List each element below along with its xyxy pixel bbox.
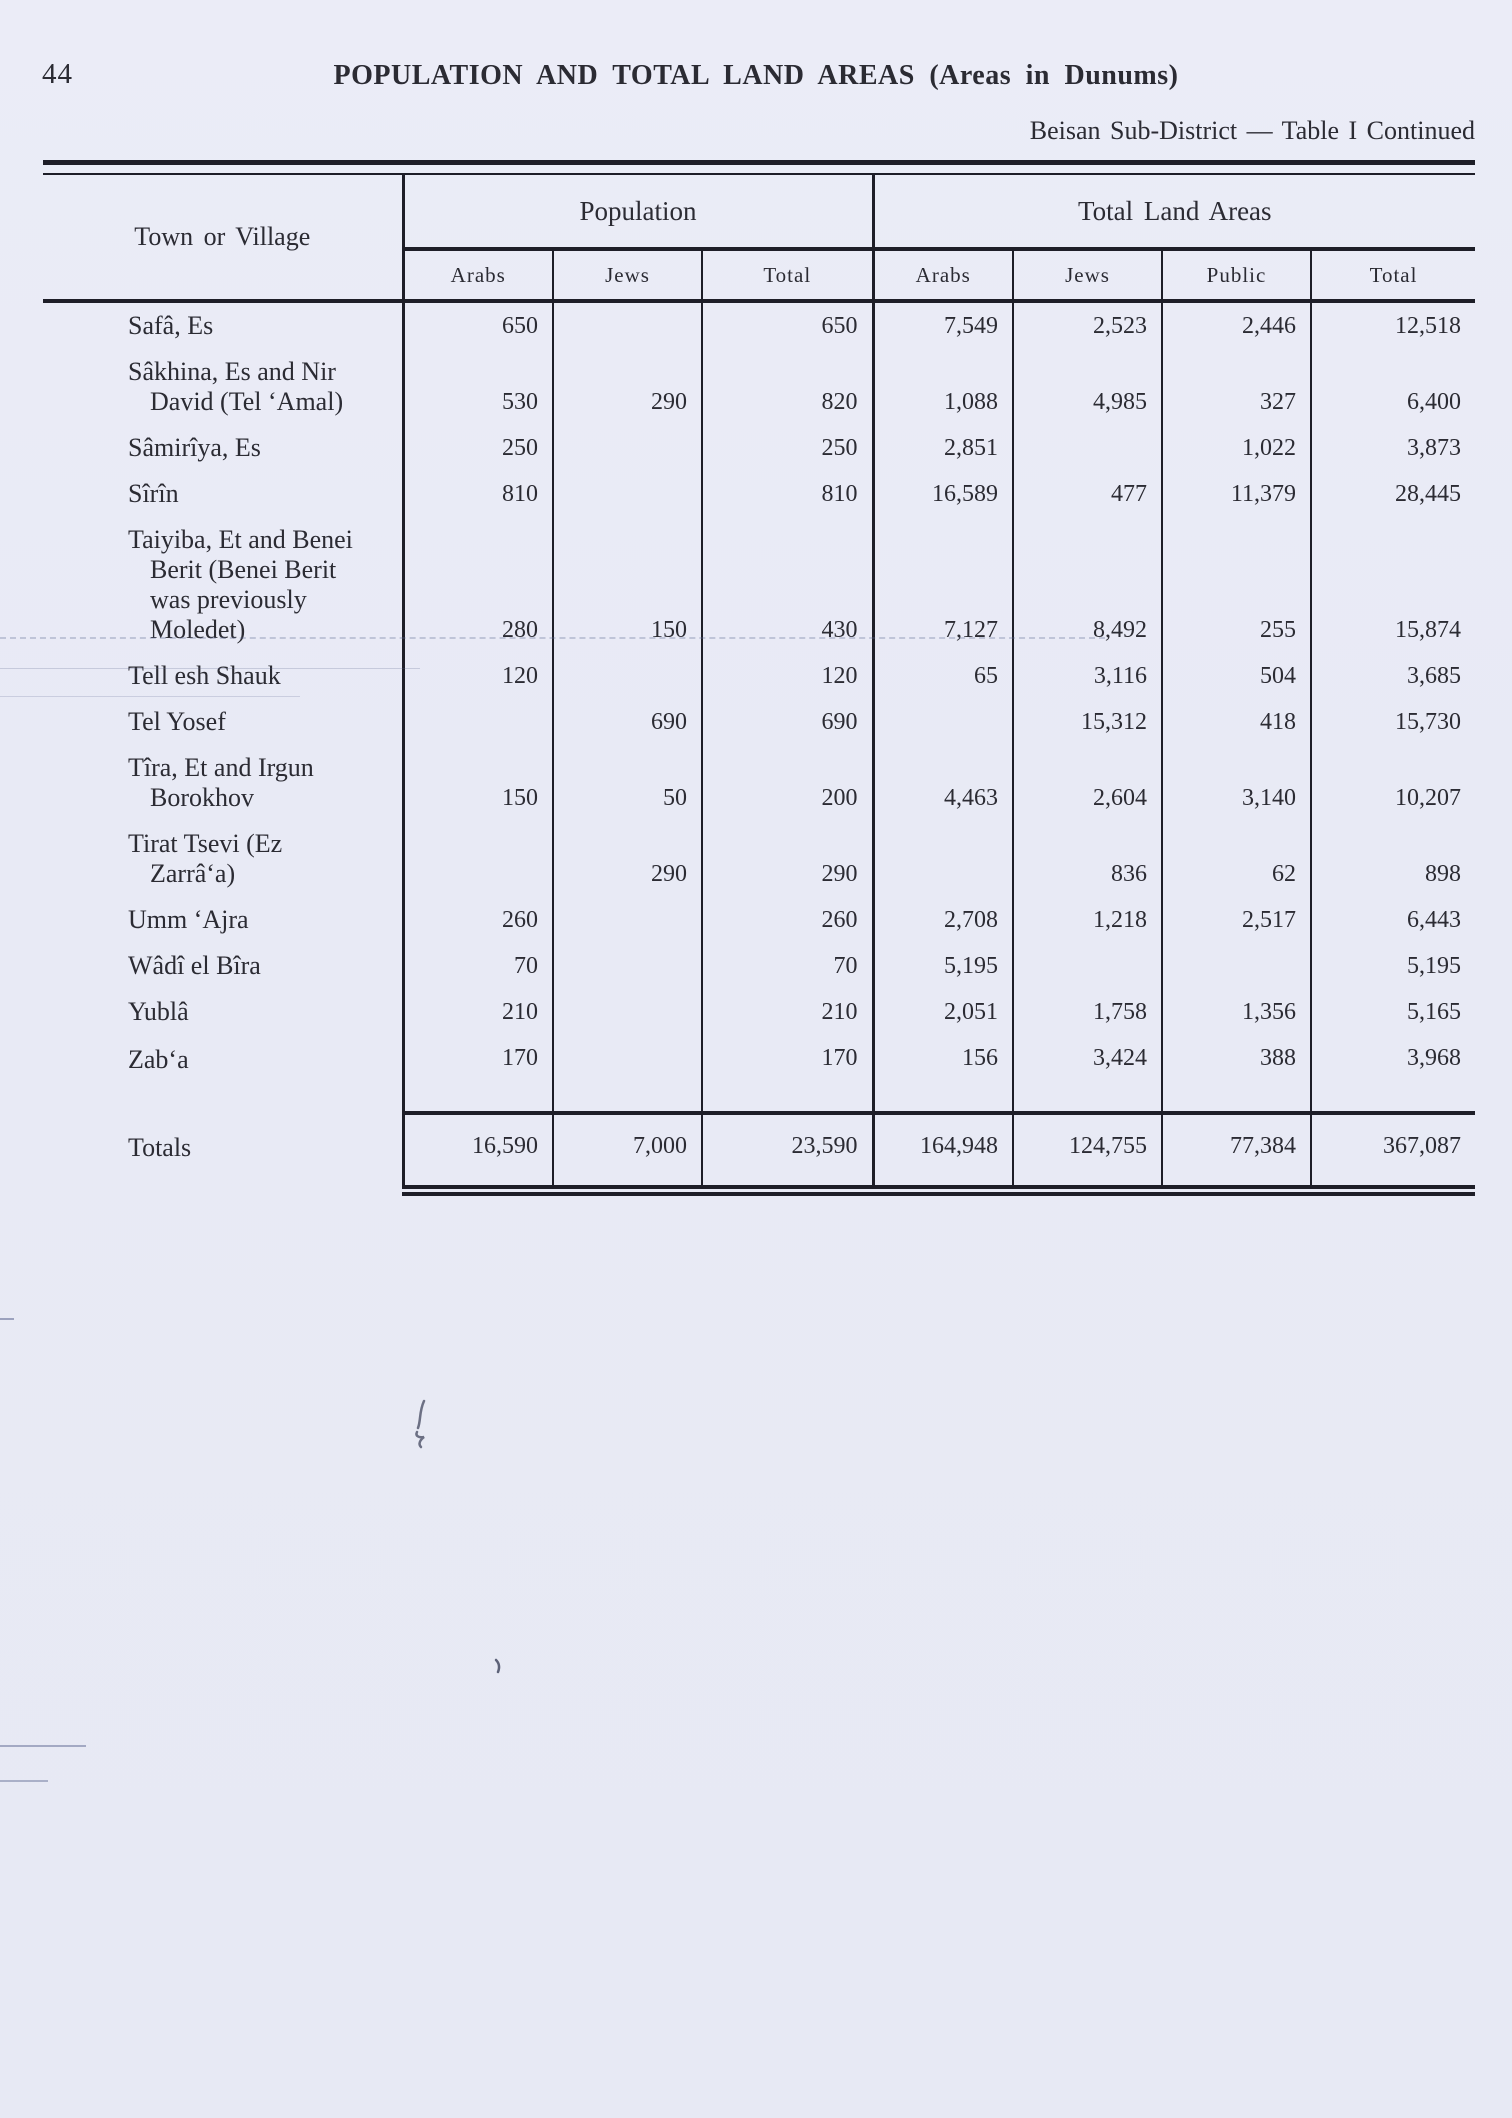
pop-total-cell: 430: [702, 517, 873, 653]
town-name: Umm ‘Ajra: [43, 897, 403, 943]
land-arabs-cell: 7,549: [873, 301, 1013, 349]
land-total-cell: 6,400: [1311, 349, 1475, 425]
pop-jews-cell: 290: [553, 349, 702, 425]
land-total-cell: 15,730: [1311, 699, 1475, 745]
land-arabs-cell: [873, 699, 1013, 745]
land-total-cell: 15,874: [1311, 517, 1475, 653]
land-arabs-header: Arabs: [873, 249, 1013, 301]
land-jews-cell: 8,492: [1013, 517, 1162, 653]
town-name: Sâkhina, Es and Nir David (Tel ‘Amal): [43, 349, 403, 425]
table-row: [43, 943, 1475, 989]
land-arabs-cell: 164,948: [873, 1113, 1013, 1191]
page-title: POPULATION AND TOTAL LAND AREAS (Areas in Dunums): [333, 60, 1179, 91]
pop-total-cell: 170: [702, 1035, 873, 1113]
land-public-cell: 255: [1162, 517, 1311, 653]
town-column-header: Town or Village: [43, 175, 403, 301]
pop-arabs-cell: 280: [502, 617, 538, 643]
pop-jews-cell: 50: [553, 745, 702, 821]
land-jews-cell: 3,116: [1013, 653, 1162, 699]
population-land-table: [43, 175, 1475, 1196]
land-jews-cell: 15,312: [1013, 699, 1162, 745]
pop-arabs-cell: 530: [502, 389, 538, 415]
population-group-header: Population: [403, 175, 873, 249]
land-jews-cell: 4,985: [1013, 349, 1162, 425]
land-total-header: Total: [1311, 249, 1475, 301]
pop-total-cell: 810: [702, 471, 873, 517]
pop-arabs-cell: 16,590: [403, 1113, 553, 1191]
scan-artifact-edge-mark: [0, 1745, 86, 1747]
pop-total-cell: 23,590: [702, 1113, 873, 1191]
table-row: [43, 653, 1475, 699]
page-number: 44: [42, 58, 73, 90]
town-name: Tîra, Et and Irgun Borokhov: [43, 745, 403, 821]
land-arabs-cell: 2,708: [873, 897, 1013, 943]
pop-jews-cell: [553, 471, 702, 517]
table-row: [43, 471, 1475, 517]
land-jews-cell: [1013, 943, 1162, 989]
pop-arabs-cell: [403, 699, 553, 745]
pop-arabs-cell: 170: [502, 1045, 538, 1071]
town-name: Tell esh Shauk: [43, 653, 403, 699]
table-row: [43, 897, 1475, 943]
pop-total-cell: 200: [702, 745, 873, 821]
land-arabs-cell: 4,463: [873, 745, 1013, 821]
pop-total-cell: 210: [702, 989, 873, 1035]
pop-total-header: Total: [702, 249, 873, 301]
table-row: [43, 745, 1475, 821]
pop-total-cell: 290: [702, 821, 873, 897]
pop-arabs-cell: 810: [502, 481, 538, 507]
pop-jews-cell: [553, 943, 702, 989]
land-total-cell: 3,873: [1311, 425, 1475, 471]
pop-total-cell: 260: [702, 897, 873, 943]
pop-jews-cell: 150: [553, 517, 702, 653]
pop-total-cell: 250: [702, 425, 873, 471]
land-arabs-cell: 7,127: [873, 517, 1013, 653]
land-jews-header: Jews: [1013, 249, 1162, 301]
table-row: [43, 517, 1475, 653]
land-jews-cell: 1,218: [1013, 897, 1162, 943]
land-jews-cell: 124,755: [1013, 1113, 1162, 1191]
pop-arabs-cell: 250: [502, 435, 538, 461]
land-group-header: Total Land Areas: [873, 175, 1475, 249]
pop-arabs-cell: 150: [502, 785, 538, 811]
town-name: Tel Yosef: [43, 699, 403, 745]
land-total-cell: 5,195: [1311, 943, 1475, 989]
scan-artifact-edge-mark: [0, 1318, 14, 1320]
table-row: [43, 699, 1475, 745]
pop-arabs-header: Arabs: [403, 249, 553, 301]
land-total-cell: 12,518: [1311, 301, 1475, 349]
pop-total-cell: 690: [702, 699, 873, 745]
land-public-cell: 1,356: [1162, 989, 1311, 1035]
land-public-cell: 327: [1162, 349, 1311, 425]
land-public-header: Public: [1162, 249, 1311, 301]
pop-jews-cell: 7,000: [553, 1113, 702, 1191]
town-name: Yublâ: [43, 989, 403, 1035]
pop-arabs-cell: 260: [502, 907, 538, 933]
group-header-row: [43, 175, 1475, 249]
table-row: [43, 989, 1475, 1035]
land-public-cell: [1162, 943, 1311, 989]
land-arabs-cell: 65: [873, 653, 1013, 699]
totals-row: [43, 1113, 1475, 1191]
land-arabs-cell: 2,851: [873, 425, 1013, 471]
table-body: [43, 301, 1475, 1191]
land-arabs-cell: [873, 821, 1013, 897]
land-arabs-cell: 16,589: [873, 471, 1013, 517]
pop-total-cell: 120: [702, 653, 873, 699]
land-public-cell: 418: [1162, 699, 1311, 745]
pop-jews-cell: [553, 897, 702, 943]
scan-artifact-squiggle: [403, 1398, 437, 1458]
pop-jews-cell: [553, 301, 702, 349]
pop-jews-cell: [553, 1035, 702, 1113]
land-jews-cell: 3,424: [1013, 1035, 1162, 1113]
pop-jews-cell: [553, 425, 702, 471]
pop-total-cell: 650: [702, 301, 873, 349]
land-total-cell: 10,207: [1311, 745, 1475, 821]
town-name: Zab‘a: [43, 1035, 403, 1113]
pop-total-cell: 820: [702, 349, 873, 425]
table-row: [43, 349, 1475, 425]
land-jews-cell: 2,523: [1013, 301, 1162, 349]
land-total-cell: 6,443: [1311, 897, 1475, 943]
town-name: Tirat Tsevi (Ez Zarrâ‘a): [43, 821, 403, 897]
town-name: Safâ, Es: [43, 301, 403, 349]
land-jews-cell: 2,604: [1013, 745, 1162, 821]
table-row: [43, 821, 1475, 897]
land-public-cell: 2,446: [1162, 301, 1311, 349]
land-jews-cell: 1,758: [1013, 989, 1162, 1035]
land-public-cell: 3,140: [1162, 745, 1311, 821]
land-arabs-cell: 5,195: [873, 943, 1013, 989]
page-subtitle: Beisan Sub-District — Table I Continued: [1029, 116, 1475, 145]
town-name: Wâdî el Bîra: [43, 943, 403, 989]
table-row: [43, 301, 1475, 349]
pop-jews-cell: [553, 653, 702, 699]
pop-arabs-cell: 650: [502, 313, 538, 339]
table-row: [43, 425, 1475, 471]
land-total-cell: 898: [1311, 821, 1475, 897]
land-public-cell: 388: [1162, 1035, 1311, 1113]
land-public-cell: 504: [1162, 653, 1311, 699]
pop-jews-cell: 690: [553, 699, 702, 745]
town-name: Sâmirîya, Es: [43, 425, 403, 471]
town-name: Sîrîn: [43, 471, 403, 517]
table-row: [43, 1035, 1475, 1113]
land-jews-cell: 477: [1013, 471, 1162, 517]
town-name: Taiyiba, Et and Benei Berit (Benei Berit was previously Moledet): [43, 517, 403, 653]
land-public-cell: 62: [1162, 821, 1311, 897]
land-arabs-cell: 1,088: [873, 349, 1013, 425]
scan-artifact-edge-mark: [0, 1780, 48, 1782]
pop-jews-cell: 290: [553, 821, 702, 897]
pop-jews-header: Jews: [553, 249, 702, 301]
table-top-double-rule: [43, 160, 1475, 175]
land-total-cell: 3,968: [1311, 1035, 1475, 1113]
pop-arabs-cell: 70: [514, 953, 538, 979]
pop-arabs-cell: 210: [502, 999, 538, 1025]
land-total-cell: 28,445: [1311, 471, 1475, 517]
land-arabs-cell: 2,051: [873, 989, 1013, 1035]
pop-jews-cell: [553, 989, 702, 1035]
pop-arabs-cell: [403, 821, 553, 897]
totals-label: Totals: [43, 1113, 403, 1191]
land-jews-cell: 836: [1013, 821, 1162, 897]
pop-total-cell: 70: [702, 943, 873, 989]
land-total-cell: 367,087: [1311, 1113, 1475, 1191]
land-total-cell: 5,165: [1311, 989, 1475, 1035]
scan-artifact-tick: [492, 1658, 504, 1674]
land-jews-cell: [1013, 425, 1162, 471]
pop-arabs-cell: 120: [502, 663, 538, 689]
land-total-cell: 3,685: [1311, 653, 1475, 699]
land-public-cell: 77,384: [1162, 1113, 1311, 1191]
land-public-cell: 1,022: [1162, 425, 1311, 471]
land-public-cell: 11,379: [1162, 471, 1311, 517]
land-public-cell: 2,517: [1162, 897, 1311, 943]
land-arabs-cell: 156: [873, 1035, 1013, 1113]
